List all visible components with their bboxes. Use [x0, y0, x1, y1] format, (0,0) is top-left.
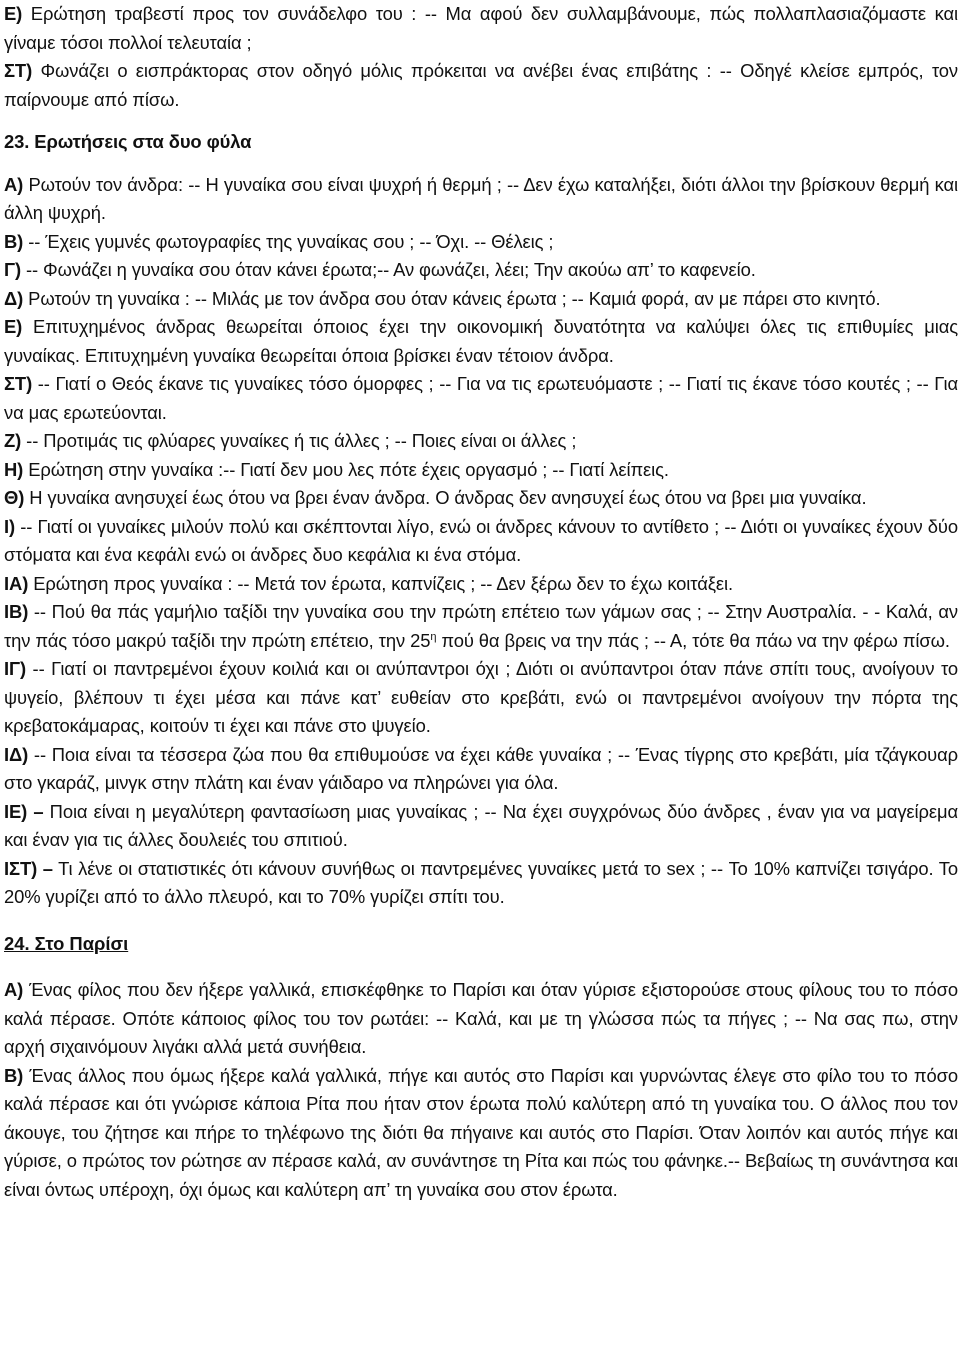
- section-23-item-ie: ΙΕ) – Ποια είναι η μεγαλύτερη φαντασίωση μιας γυναίκας ; -- Να έχει συγχρόνως δύο άνδρες , έναν για να μαγείρεμα και έναν για τις άλλες δουλειές του σπιτιού.: [4, 800, 958, 850]
- section-23-item-id: ΙΔ) -- Ποια είναι τα τέσσερα ζώα που θα επιθυμούσε να έχει κάθε γυναίκα ; -- Ένας τίγρης στο κρεβάτι, μία τζάγκουαρ στο γκαράζ, μινγκ στην πλάτη και έναν γάιδαρο να πληρώνει για όλα.: [4, 743, 958, 793]
- section-24-item-a: Α) Ένας φίλος που δεν ήξερε γαλλικά, επισκέφθηκε το Παρίσι και όταν γύρισε εξιστορούσε στους φίλους του το πόσο καλά πέρασε. Οπότε κάποιος φίλος του τον ρωτάει: -- Καλά, και με τη γλώσσα πώς τα πήγες ; -- Να σας πω, στην αρχή σιχαινόμουν λιγάκι αλλά μετά συνήθεια.: [4, 979, 958, 1057]
- item-text: Ερώτηση τραβεστί προς τον συνάδελφο του : -- Μα αφού δεν συλλαμβάνουμε, πώς πολλαπλασιαζόμαστε και γίναμε τόσοι πολλοί τελευταία ;: [4, 3, 958, 53]
- section-24-item-b: Β) Ένας άλλος που όμως ήξερε καλά γαλλικά, πήγε και αυτός στο Παρίσι και γυρνώντας έλεγε στο φίλο του το πόσο καλά πέρασε και ότι γνώρισε κάποια Ρίτα που ήταν στον έρωτα πολύ καλύτερη από τη γυναίκα του. Ο άλλος που τον άκουγε, του ζήτησε και πήρε το τηλέφωνο της διότι θα πήγαινε και αυτός στο Παρίσι. Όταν λοιπόν και αυτός πήγε και γύρισε, ο πρώτος τον ρώτησε αν πέρασε καλά, αν συνάντησε τη Ρίτα και πώς του φάνηκε.-- Βεβαίως τη συνάντησα και είναι όντως υπέροχη, όχι όμως και καλύτερη απ’ τη γυναίκα σου στον έρωτα.: [4, 1064, 958, 1200]
- spacer: [4, 114, 958, 128]
- spacer: [4, 958, 958, 976]
- item-text: Φωνάζει ο εισπράκτορας στον οδηγό μόλις πρόκειται να ανέβει ένας επιβάτης : -- Οδηγέ κλείσε εμπρός, τον παίρνουμε από πίσω.: [4, 60, 958, 110]
- section-23-item-e: Ε) Επιτυχημένος άνδρας θεωρείται όποιος έχει την οικονομική δυνατότητα να καλύψει όλες τις επιθυμίες μιας γυναίκας. Επιτυχημένη γυναίκα θεωρείται όποια βρίσκει έναν τέτοιον άνδρα.: [4, 316, 958, 366]
- spacer: [4, 912, 958, 930]
- section-23-item-ig: ΙΓ) -- Γιατί οι παντρεμένοι έχουν κοιλιά και οι ανύπαντροι όχι ; Διότι οι ανύπαντροι όταν πάνε σπίτι τους, ανοίγουν το ψυγείο, βλέπουν τι έχει μέσα και πάνε κατ’ ευθείαν στο κρεβάτι, ενώ οι παντρεμένοι ανοίγουν την πόρτα της κρεβατοκάμαρας, κοιτούν τι έχει και πάνε στο ψυγείο.: [4, 658, 958, 736]
- section-23-item-iota: Ι) -- Γιατί οι γυναίκες μιλούν πολύ και σκέπτονται λίγο, ενώ οι άνδρες κάνουν το αντίθετο ; -- Διότι οι γυναίκες έχουν δύο στόματα και ένα κεφάλι ενώ οι άνδρες δυο κεφάλια κι ένα στόμα.: [4, 515, 958, 565]
- section-23-item-z: Ζ) -- Προτιμάς τις φλύαρες γυναίκες ή τις άλλες ; -- Ποιες είναι οι άλλες ;: [4, 430, 577, 451]
- section-23-item-ia: ΙΑ) Ερώτηση προς γυναίκα : -- Μετά τον έρωτα, καπνίζεις ; -- Δεν ξέρω δεν το έχω κοιτάξει.: [4, 572, 733, 594]
- section-23-heading: 23. Ερωτήσεις στα δυο φύλα: [4, 131, 252, 152]
- section-23-item-g: Γ) -- Φωνάζει η γυναίκα σου όταν κάνει έρωτα;-- Αν φωνάζει, λέει; Την ακούω απ’ το καφενείο.: [4, 259, 756, 280]
- section-23-item-th: Θ) Η γυναίκα ανησυχεί έως ότου να βρει έναν άνδρα. Ο άνδρας δεν ανησυχεί έως ότου να βρει μια γυναίκα.: [4, 487, 867, 508]
- section-23-item-ib: ΙΒ) -- Πού θα πάς γαμήλιο ταξίδι την γυναίκα σου την πρώτη επέτειο των γάμων σας ; -- Στην Αυστραλία. - - Καλά, αν την πάς τόσο μακρύ ταξίδι την πρώτη επέτειο, την $25^\eta$ πού θα βρεις να την πάς ; -- Α, τότε θα πάω να την φέρω πίσω.: [4, 601, 958, 651]
- section-23-item-i: Η) Ερώτηση στην γυναίκα :-- Γιατί δεν μου λες πότε έχεις οργασμό ; -- Γιατί λείπεις.: [4, 458, 669, 480]
- item-label: ΣΤ): [4, 60, 33, 81]
- item-label: Ε): [4, 3, 23, 24]
- spacer: [4, 157, 958, 171]
- section-24-heading: 24. Στο Παρίσι: [4, 932, 129, 954]
- intro-item-e: [4, 0, 958, 57]
- section-23-item-st: ΣΤ) -- Γιατί ο Θεός έκανε τις γυναίκες τόσο όμορφες ; -- Για να τις ερωτευόμαστε ; -- Γιατί τις έκανε τόσο κουτές ; -- Για να μας ερωτεύονται.: [4, 373, 958, 423]
- section-23-item-ist: ΙΣΤ) – Τι λένε οι στατιστικές ότι κάνουν συνήθως οι παντρεμένες γυναίκες μετά το sex ; -- Το 10% καπνίζει τσιγάρο. Το 20% γυρίζει από το άλλο πλευρό, και το 70% γυρίζει σπίτι του.: [4, 857, 958, 907]
- section-23-item-b: Β) -- Έχεις γυμνές φωτογραφίες της γυναίκας σου ; -- Όχι. -- Θέλεις ;: [4, 230, 554, 252]
- superscript: η: [430, 630, 437, 643]
- section-23-item-d: Δ) Ρωτούν τη γυναίκα : -- Μιλάς με τον άνδρα σου όταν κάνεις έρωτα ; -- Καμιά φορά, αν με πάρει στο κινητό.: [4, 287, 881, 309]
- intro-item-st: [4, 57, 958, 114]
- section-23-item-a: Α) Ρωτούν τον άνδρα: -- Η γυναίκα σου είναι ψυχρή ή θερμή ; -- Δεν έχω καταλήξει, διότι άλλοι την βρίσκουν θερμή και άλλη ψυχρή.: [4, 173, 958, 223]
